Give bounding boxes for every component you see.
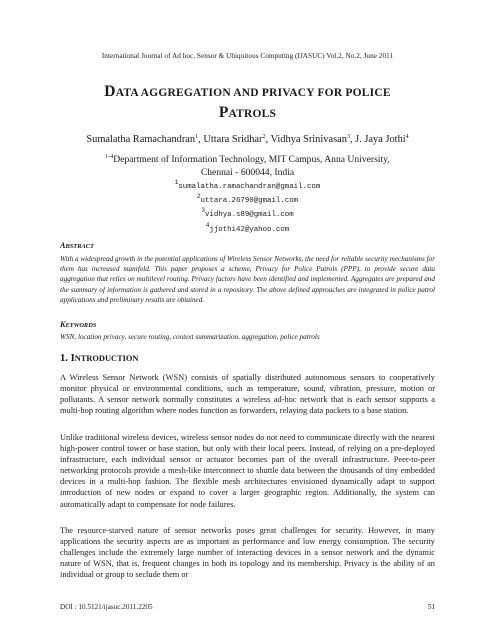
page-number: 51 xyxy=(427,603,435,611)
email-entry[interactable] xyxy=(0,178,495,192)
section-number: 1. xyxy=(60,353,68,364)
title-initial-d: D xyxy=(104,83,116,100)
doi-footer: DOI : 10.5121/ijasuc.2011.2205 xyxy=(60,603,153,611)
abstract-heading-rest: BSTRACT xyxy=(65,243,94,250)
author-sup: 2 xyxy=(262,134,266,140)
email-entry[interactable] xyxy=(0,192,495,206)
email-sup: 3 xyxy=(201,207,205,215)
affiliation-sup: 1-4 xyxy=(105,154,114,160)
author-sup: 3 xyxy=(346,134,350,140)
email-address: vidhya.s89@gmail.com xyxy=(204,211,294,220)
keywords-heading-cap: K xyxy=(60,320,66,329)
body-paragraph: Unlike traditional wireless devices, wireless sensor nodes do not need to communicate directly with the nearest high-power control tower or base station, but only with their local peers. Instead, of relying on a pre-deployed infrastructure, each individual sensor or actuator becomes part of the overall infrastructure. Peer-to-peer networking protocols provide a mesh-like interconnect to shuttle data between the thousands of tiny embedded devices in a multi-hop fashion. The flexible mesh architectures envisioned dynamically adapt to support introduction of new nodes or expand to cover a larger geographic region. Additionally, the system can automatically adapt to compensate for node failures. xyxy=(60,433,435,509)
author-sup: 4 xyxy=(405,134,409,140)
paper-title xyxy=(60,82,435,124)
affiliation-line2: Chennai - 600044, India xyxy=(200,167,295,178)
email-sup: 4 xyxy=(205,221,210,229)
title-initial-p: P xyxy=(218,104,229,121)
introduction-heading-rest: NTRODUCTION xyxy=(74,354,139,363)
introduction-heading xyxy=(60,353,138,364)
email-address: jjothi42@yahoo.com xyxy=(209,225,290,234)
email-sup: 2 xyxy=(196,193,201,201)
body-paragraph: The resource-starved nature of sensor networks poses great challenges for security. However, in many applications the security aspects are as important as performance and low energy consumption. The security challenges include the extremely large number of interacting devices in a sensor network and the dynamic nature of WSN, that is, frequent changes in both its topology and its membership. Privacy is the ability of an individual or group to seclude them or xyxy=(60,526,435,580)
email-entry[interactable] xyxy=(0,206,495,220)
abstract-heading-cap: A xyxy=(60,241,66,250)
abstract-text: With a widespread growth in the potential applications of Wireless Sensor Networks, the need for reliable security mechanisms for them has increased manifold. This paper proposes a scheme, Privacy for Police Patrols (PPP), to provide secure data aggregation that relies on multilevel routing. Privacy factors have been identified and implemented. Aggregates are prepared and the summary of information is gathered and stored in a repository. The above defined approaches are integrated in police patrol applications and preliminary results are obtained. xyxy=(60,255,435,304)
email-entry[interactable] xyxy=(0,221,495,235)
author-name: Uttara Sridhar xyxy=(203,134,263,145)
email-address: sumalatha.ramachandran@gmail.com xyxy=(178,183,321,191)
title-line1-rest: ATA AGGREGATION AND PRIVACY FOR POLICE xyxy=(115,87,391,99)
author-name: Sumalatha Ramachandran xyxy=(86,134,196,145)
affiliation-line1: Department of Information Technology, MIT Campus, Anna University, xyxy=(113,154,390,165)
abstract-heading xyxy=(60,241,94,250)
body-paragraph: A Wireless Sensor Network (WSN) consists of spatially distributed autonomous sensors to cooperatively monitor physical or environmental conditions, such as temperature, sound, vibration, pressure, motion or pollutants. A sensor network normally constitutes a wireless ad-hoc network that is each sensor supports a multi-hop routing algorithm where nodes function as forwarders, relaying data packets to a base station. xyxy=(60,373,435,416)
author-name: J. Jaya Jothi xyxy=(355,134,406,145)
introduction-heading-cap: I xyxy=(70,353,75,364)
email-address: uttara.26790@gmail.com xyxy=(200,197,299,206)
journal-header: International Journal of Ad hoc, Sensor & Ubiquitous Computing (IJASUC) Vol.2, No.2, June 2011 xyxy=(101,52,394,60)
author-sup: 1 xyxy=(195,134,199,140)
email-list xyxy=(0,178,495,235)
keywords-heading-rest: EYWORDS xyxy=(65,322,97,329)
author-name: Vidhya Srinivasan xyxy=(270,134,347,145)
author-list: Sumalatha Ramachandran$^1$, Uttara Sridhar$^2$, Vidhya Srinivasan$^3$, J. Jaya Jothi$^4$ xyxy=(86,134,409,145)
keywords-heading xyxy=(60,320,96,329)
affiliation xyxy=(60,151,435,179)
keywords-text: WSN, location privacy, secure routing, context summarization, aggregation, police patrols xyxy=(60,333,320,341)
email-sup: 1 xyxy=(174,179,179,186)
title-line2-rest: ATROLS xyxy=(228,108,277,120)
